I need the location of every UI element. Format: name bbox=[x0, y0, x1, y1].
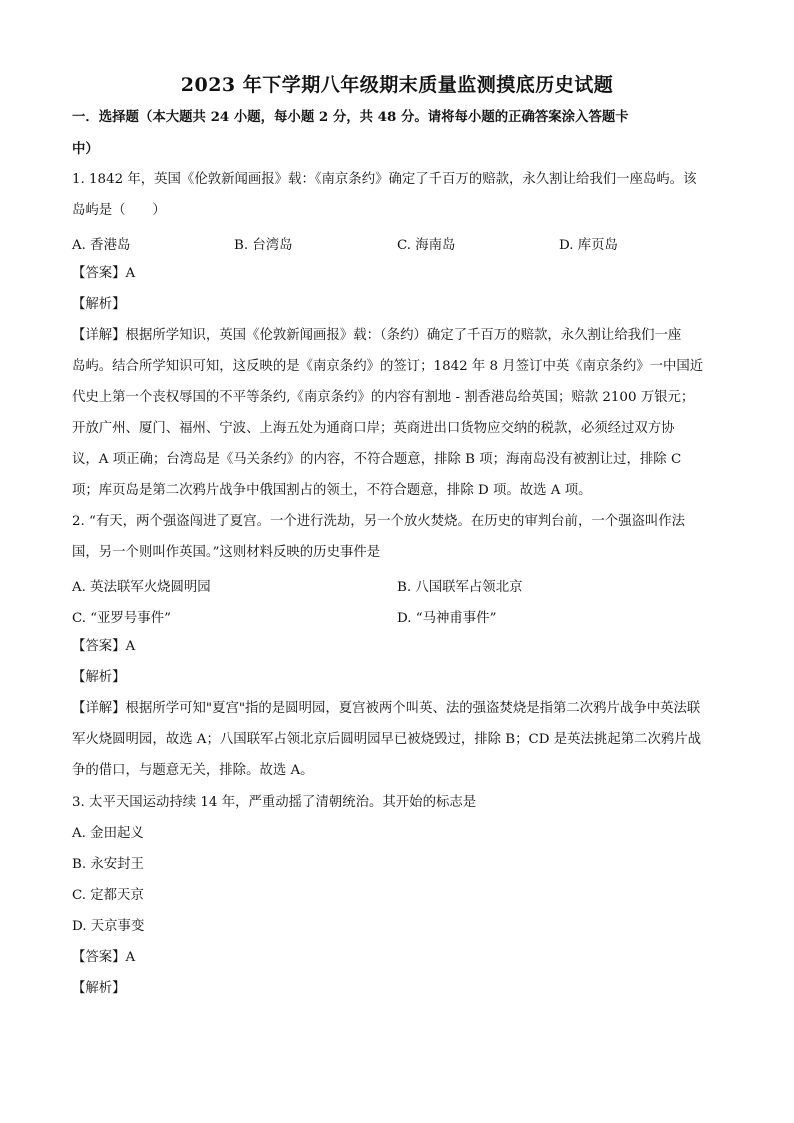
q2-option-d: D. “马神甫事件” bbox=[397, 611, 497, 626]
section-heading-line-1: 一．选择题（本大题共 24 小题，每小题 2 分，共 48 分。请将每小题的正确答案涂入答题卡 bbox=[72, 109, 629, 125]
q1-option-d: D. 库页岛 bbox=[559, 238, 618, 253]
q1-detail-line: 开放广州、厦门、福州、宁波、上海五处为通商口岸；英商进出口货物应交纳的税款，必须经过双方协 bbox=[72, 421, 675, 436]
q1-detail-line: 代史上第一个丧权辱国的不平等条约,《南京条约》的内容有割地 - 割香港岛给英国；赔款 2100 万银元； bbox=[72, 390, 695, 405]
q1-stem-line-2: 岛屿是（ ） bbox=[72, 203, 166, 218]
q2-analysis-label: 【解析】 bbox=[72, 670, 126, 685]
page-title: 2023 年下学期八年级期末质量监测摸底历史试题 bbox=[180, 74, 614, 96]
q3-option-c: C. 定都天京 bbox=[72, 888, 144, 903]
q3-answer: 【答案】A bbox=[72, 950, 136, 965]
q3-option-a: A. 金田起义 bbox=[72, 826, 144, 841]
q1-option-b: B. 台湾岛 bbox=[234, 238, 293, 253]
q2-answer: 【答案】A bbox=[72, 639, 136, 654]
q2-option-b: B. 八国联军占领北京 bbox=[397, 580, 523, 595]
q3-option-d: D. 天京事变 bbox=[72, 919, 145, 934]
q1-detail-line: 议，A 项正确；台湾岛是《马关条约》的内容，不符合题意，排除 B 项；海南岛没有被割让过，排除 C bbox=[72, 452, 682, 467]
q1-answer: 【答案】A bbox=[72, 266, 136, 281]
q2-option-c: C. “亚罗号事件” bbox=[72, 611, 171, 626]
q3-option-b: B. 永安封王 bbox=[72, 857, 144, 872]
q2-stem-line-2: 国，另一个则叫作英国。”这则材料反映的历史事件是 bbox=[72, 545, 381, 560]
q1-option-c: C. 海南岛 bbox=[397, 238, 456, 253]
q1-analysis-label: 【解析】 bbox=[72, 297, 126, 312]
q2-stem-line-1: 2. “有天，两个强盗闯进了夏宫。一个进行洗劫，另一个放火焚烧。在历史的审判台前，一个强盗叫作法 bbox=[72, 514, 686, 529]
section-heading-line-2: 中） bbox=[72, 141, 99, 157]
q3-analysis-label: 【解析】 bbox=[72, 981, 126, 996]
q1-detail-line: 岛屿。结合所学知识可知，这反映的是《南京条约》的签订；1842 年 8 月签订中英《南京条约》一中国近 bbox=[72, 359, 704, 374]
q2-option-a: A. 英法联军火烧圆明园 bbox=[72, 580, 211, 595]
q1-stem-line-1: 1. 1842 年，英国《伦敦新闻画报》载：《南京条约》确定了千百万的赔款，永久割让给我们一座岛屿。该 bbox=[72, 172, 697, 187]
q1-option-a: A. 香港岛 bbox=[72, 238, 131, 253]
q2-detail-line: 【详解】根据所学可知"夏宫"指的是圆明园，夏宫被两个叫英、法的强盗焚烧是指第二次鸦片战争中英法联 bbox=[72, 701, 701, 716]
q1-detail-line: 项；库页岛是第二次鸦片战争中俄国割占的领土，不符合题意，排除 D 项。故选 A 项。 bbox=[72, 483, 592, 498]
q3-stem: 3. 太平天国运动持续 14 年，严重动摇了清朝统治。其开始的标志是 bbox=[72, 795, 477, 810]
q2-detail-line: 军火烧圆明园，故选 A；八国联军占领北京后圆明园早已被烧毁过，排除 B；CD 是英法挑起第二次鸦片战 bbox=[72, 732, 702, 747]
q1-detail-line: 【详解】根据所学知识，英国《伦敦新闻画报》载：（条约）确定了千百万的赔款，永久割让给我们一座 bbox=[72, 328, 682, 343]
q2-detail-line: 争的借口，与题意无关，排除。故选 A。 bbox=[72, 763, 314, 778]
